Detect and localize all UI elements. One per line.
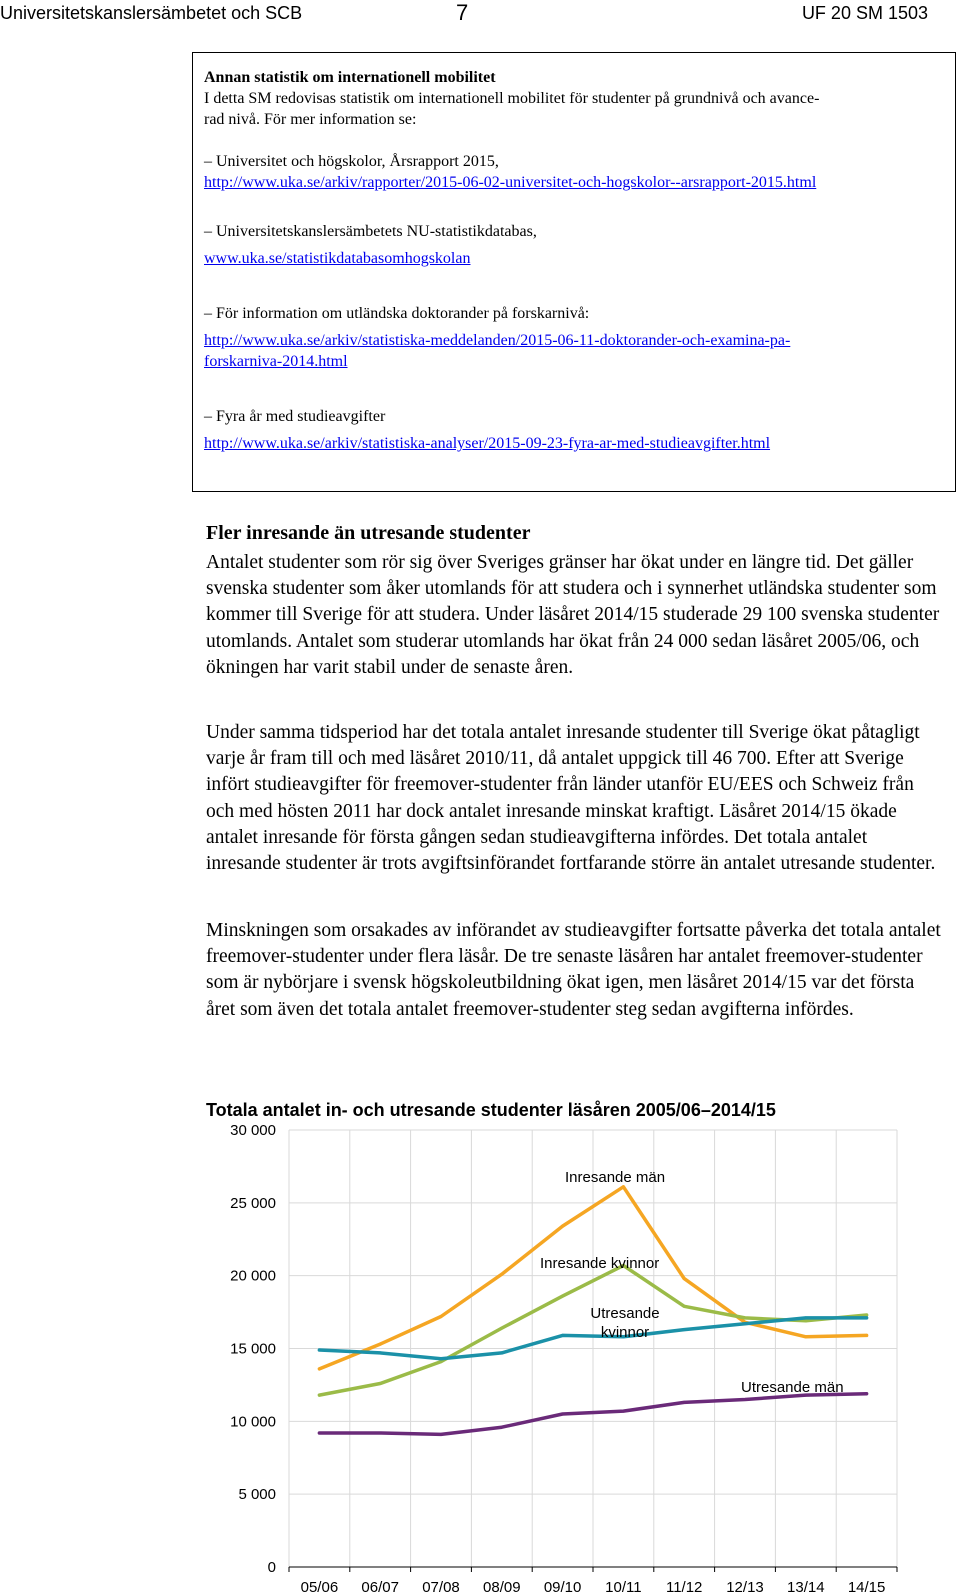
data-point: [865, 1313, 868, 1316]
x-tick-label: 07/08: [422, 1579, 460, 1596]
y-tick-label: 0: [267, 1559, 276, 1576]
data-point: [561, 1334, 564, 1337]
chart-gridlines: [289, 1130, 897, 1567]
data-point: [804, 1319, 807, 1322]
info-item-2-text: – Universitetskanslersämbetets NU-statistikdatabas,: [204, 223, 537, 240]
info-box-intro-line-2: rad nivå. För mer information se:: [204, 111, 417, 128]
x-tick-label: 06/07: [361, 1579, 399, 1596]
y-tick-label: 10 000: [230, 1413, 276, 1431]
data-point: [744, 1316, 747, 1319]
data-point: [744, 1398, 747, 1401]
data-point: [440, 1360, 443, 1363]
series-label-utresande-kvinnor-line-2: kvinnor: [600, 1324, 650, 1341]
data-point: [683, 1328, 686, 1331]
y-tick-label: 20 000: [230, 1267, 276, 1285]
paragraph-3: Minskningen som orsakades av införandet av studieavgifter fortsatte påverka det totala antalet freemover-studenter under flera läsår. De tre senaste läsåren har antalet freemover-studenter som är nybörjare i svensk högskoleutbildning ökat igen, men läsåret 2014/15 var det första året som även det totala antalet freemover-studenter steg sedan avgifterna infördes.: [206, 920, 941, 1020]
info-item-3-link-line-1[interactable]: http://www.uka.se/arkiv/statistiska-meddelanden/2015-06-11-doktorander-och-examina-pa-: [204, 332, 791, 349]
section-heading: Fler inresande än utresande studenter: [206, 522, 531, 544]
data-point: [865, 1334, 868, 1337]
data-point: [379, 1382, 382, 1385]
x-tick-label: 12/13: [726, 1579, 764, 1596]
x-tick-label: 08/09: [483, 1579, 521, 1596]
series-label-utresande-kvinnor-line-1: Utresande: [590, 1305, 660, 1322]
y-tick-label: 15 000: [230, 1340, 276, 1358]
x-tick-label: 13/14: [787, 1579, 825, 1596]
paragraph-1: Antalet studenter som rör sig över Sveriges gränser har ökat under en längre tid. Det gäller svenska studenter som åker utomlands för att studera och i synnerhet utländska studenter som kommer till Sverige för att studera. Under läsåret 2014/15 studerade 29 100 svenska studenter utomlands. Antalet som studerar utomlands har ökat från 24 000 sedan läsåret 2005/06, och ökningen har varit stabil under de senaste åren.: [206, 552, 940, 678]
data-point: [561, 1413, 564, 1416]
info-item-2-link[interactable]: www.uka.se/statistikdatabasomhogskolan: [204, 250, 471, 267]
x-tick-label: 11/12: [665, 1579, 703, 1596]
data-point: [500, 1273, 503, 1276]
info-item-4-link[interactable]: http://www.uka.se/arkiv/statistiska-analyser/2015-09-23-fyra-ar-med-studieavgifter.html: [204, 435, 771, 452]
header-left: Universitetskanslersämbetet och SCB: [0, 3, 303, 23]
series-label-inresande-man: Inresande män: [565, 1169, 666, 1186]
data-point: [440, 1357, 443, 1360]
chart-axes: [230, 1122, 897, 1596]
chart-title: Totala antalet in- och utresande studenter läsåren 2005/06–2014/15: [206, 1100, 776, 1120]
info-item-3-text: – För information om utländska doktorander på forskarnivå:: [204, 305, 590, 322]
info-item-1-text: – Universitet och högskolor, Årsrapport 2015,: [204, 153, 499, 170]
data-point: [500, 1327, 503, 1330]
data-point: [744, 1322, 747, 1325]
page-number: 7: [456, 0, 469, 25]
paragraph-2: Under samma tidsperiod har det totala antalet inresande studenter till Sverige ökat påtagligt varje år fram till och med läsåret 2010/11, då antalet uppgick till 46 700. Efter att Sverige infört studieavgifter för freemover-studenter från länder utanför EU/EES och Schweiz från och med hösten 2011 har dock antalet inresande minskat kraftigt. Läsåret 2014/15 ökade antalet inresande för första gången sedan studieavgifterna infördes. Det totala antalet inresande studenter är trots avgiftsinförandet fortfarande större än antalet utresande studenter.: [206, 722, 936, 875]
data-point: [379, 1431, 382, 1434]
y-tick-label: 5 000: [238, 1486, 276, 1504]
y-tick-label: 30 000: [230, 1122, 276, 1139]
info-box-intro-line-1: I detta SM redovisas statistik om internationell mobilitet för studenter på grundnivå och avance-: [204, 90, 820, 107]
data-point: [500, 1426, 503, 1429]
info-box-title: Annan statistik om internationell mobilitet: [204, 69, 496, 86]
data-point: [865, 1316, 868, 1319]
data-point: [804, 1335, 807, 1338]
data-point: [683, 1277, 686, 1280]
info-item-1-link[interactable]: http://www.uka.se/arkiv/rapporter/2015-06-02-universitet-och-hogskolor--arsrapport-2015.html: [204, 174, 817, 191]
data-point: [440, 1433, 443, 1436]
x-tick-label: 14/15: [847, 1579, 886, 1596]
info-item-3-link-line-2[interactable]: forskarniva-2014.html: [204, 353, 348, 370]
header-right: UF 20 SM 1503: [801, 3, 928, 23]
data-point: [379, 1343, 382, 1346]
x-tick-label: 09/10: [543, 1579, 582, 1596]
data-point: [865, 1392, 868, 1395]
data-point: [561, 1295, 564, 1298]
data-point: [500, 1351, 503, 1354]
series-label-utresande-man: Utresande män: [741, 1379, 844, 1396]
data-point: [804, 1316, 807, 1319]
data-point: [561, 1225, 564, 1228]
data-point: [683, 1305, 686, 1308]
data-point: [318, 1367, 321, 1370]
info-item-4-text: – Fyra år med studieavgifter: [204, 408, 386, 425]
data-point: [379, 1351, 382, 1354]
data-point: [622, 1410, 625, 1413]
data-point: [318, 1431, 321, 1434]
x-tick-label: 10/11: [605, 1579, 642, 1596]
data-point: [318, 1348, 321, 1351]
x-tick-label: 05/06: [300, 1579, 339, 1596]
y-tick-label: 25 000: [230, 1194, 276, 1212]
data-point: [318, 1394, 321, 1397]
data-point: [683, 1401, 686, 1404]
series-label-inresande-kvinnor: Inresande kvinnor: [540, 1255, 660, 1272]
data-point: [440, 1315, 443, 1318]
